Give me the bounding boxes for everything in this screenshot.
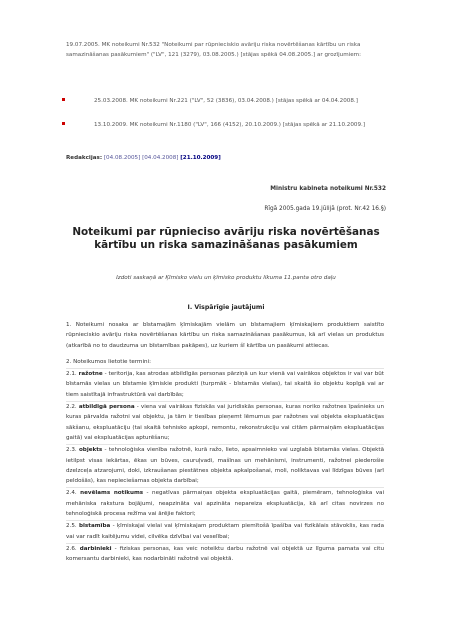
term-number: 2.3.	[66, 447, 77, 454]
paragraph-1: 1. Noteikumi nosaka ar bīstamajām ķīmiskajām vielām un bīstamajiem ķīmiskajiem produktiem saistīto rūpnieciskio avāriju riska novērtēšanas kārtību un riska samazināšanas pasākumus, kā arī vielas un produktus (atkarībā no to daudzuma un bīstamības pakāpes), uz kuriem šī kārtība un pasākumi attiecas.	[66, 322, 384, 349]
ministru-label: Ministru kabineta noteikumi Nr.532	[270, 186, 386, 192]
redakcijas-line	[66, 153, 396, 163]
amendment-item	[60, 96, 390, 106]
term-item	[66, 402, 384, 443]
term-item	[66, 521, 384, 542]
term-item	[66, 369, 384, 400]
intro-text: 19.07.2005. MK noteikumi Nr.532 "Noteikumi par rūpnieciskio avāriju riska novērtēšanas kārtību un riska samazināšanas pasākumiem" ("LV", 121 (3279), 03.08.2005.) [stājas spēkā 04.08.2005.] ar grozījumiem:	[66, 42, 361, 58]
redakcija-link-2008[interactable]: [04.04.2008]	[142, 155, 179, 161]
term-item	[66, 488, 384, 519]
amendment-text: 13.10.2009. MK noteikumi Nr.1180 ("LV", 166 (4152), 20.10.2009.) [stājas spēkā ar 21.10.2009.]	[94, 122, 365, 128]
amendments-list	[60, 96, 390, 144]
redakcijas-label: Redakcijas:	[66, 155, 103, 161]
term-word: nevēlams notikums	[80, 490, 144, 497]
term-number: 2.6.	[66, 545, 77, 552]
term-definition: - teritorija, kas atrodas atbildīgās personas pārziņā un kur vienā vai vairākos objektos ir vai var būt bīstamās vielas un bīstamie ķīmiskie produkti (turpmāk - bīstamās vielas), tai skaitā šo objektu kopīgā vai ar tiem saistītajā infrastruktūrā vai darbībās;	[66, 371, 385, 398]
term-definition: - viena vai vairākas fiziskās vai juridiskās personas, kuras noriko ražotnes īpašnieks un kuras pārvalda ražotni vai objektu, ja tām ir tiesības pieņemt lēmumus par ražotnes vai objekta ekspluatācijas sākšanu, ekspluatāciju (tai skaitā tehnisko apkopi, remontu, rekonstrukciju vai citām pārmaiņām ekspluatācijas gaitā) vai ekspluatācijas apturēšanu;	[66, 404, 385, 441]
term-word: bīstamība	[79, 523, 111, 530]
bullet-icon	[62, 98, 65, 101]
term-item	[66, 445, 384, 486]
amendment-text: 25.03.2008. MK noteikumi Nr.221 ("LV", 52 (3836), 03.04.2008.) [stājas spēkā ar 04.04.2008.]	[94, 98, 358, 104]
amendment-item	[60, 120, 390, 130]
term-number: 2.4.	[66, 490, 77, 497]
document-title: Noteikumi par rūpnieciso avāriju riska novērtēšanas kārtību un riska samazināšanas pasākumiem	[72, 226, 380, 251]
term-number: 2.1.	[66, 371, 77, 378]
chapter-heading: I. Vispārīgie jautājumi	[187, 304, 265, 311]
term-definition: - negatīvas pārmaiņas objekta ekspluatācijas gaitā, piemēram, tehnoloģiska vai mehāniska rakstura bojājumi, neapzināta vai apzināta nepareiza ekspluatācija, kā arī citas novirzes no tehnoloģiskā procesa režīma vai ārējie faktori;	[66, 490, 384, 518]
paragraph-2: 2. Noteikumos lietotie termini:	[66, 358, 152, 365]
term-number: 2.5.	[66, 523, 77, 530]
term-word: atbildīgā persona	[78, 404, 135, 411]
term-word: ražotne	[78, 371, 103, 378]
term-definition: - ķīmiskajai vielai vai ķīmiskajam produktam piemītošā īpašība vai fizikālais stāvoklis, kas rada vai var radīt kaitējumu videi, cilvēka dzīvībai vai veselībai;	[66, 523, 385, 540]
term-definition: - tehnoloģiska vienība ražotnē, kurā ražo, lieto, apsaimnieko vai uzglabā bīstamās vielas. Objektā ietilpst visas iekārtas, ēkas un būves, cauruļvadi, mašīnas un mehānismi, instrumenti, ražotnei piederošie dzelzceļa atzarojumi, doki, izkraušanas piestātnes objekta apkalpošanai, moli, noliktavas vai līdzīgas būves (arī peldošās), kas nepieciešamas objekta darbībai;	[66, 447, 384, 485]
term-number: 2.2.	[66, 404, 77, 411]
redakcija-link-2005[interactable]: [04.08.2005]	[103, 155, 141, 161]
term-word: objekts	[78, 447, 103, 454]
body-text	[66, 320, 384, 565]
term-word: darbinieki	[79, 545, 112, 552]
issued-basis: Izdoti saskaņā ar Ķīmisko vielu un ķīmisko produktu likuma 11.panta otro daļu	[116, 275, 336, 281]
term-definition: - fiziskas personas, kas veic noteiktu darbu ražotnē vai objektā uz līguma pamata vai citu komersantu darbinieki, kas nodarbināti ražotnē vai objektā.	[66, 545, 385, 563]
riga-date: Rīgā 2005.gada 19.jūlijā (prot. Nr.42 16.§)	[264, 206, 386, 212]
redakcija-link-2009[interactable]: [21.10.2009]	[180, 155, 221, 161]
bullet-icon	[62, 122, 65, 125]
term-item	[66, 544, 384, 565]
